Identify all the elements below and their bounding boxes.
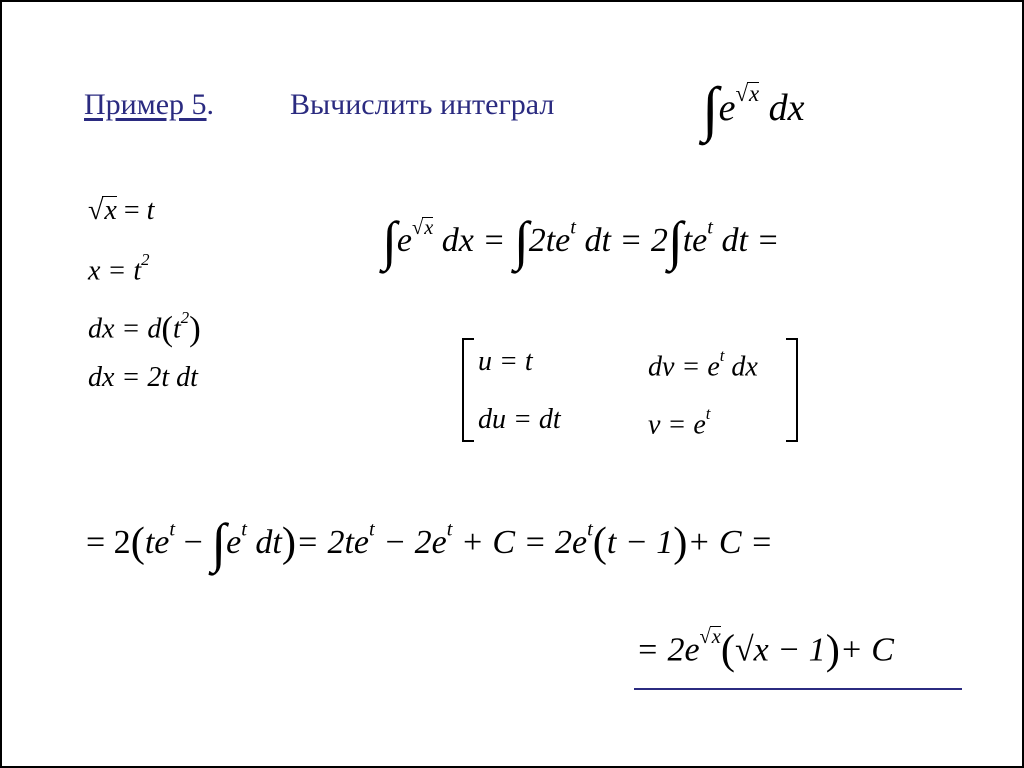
differential: dx [768, 86, 805, 129]
matrix-r2c2-exp: t [705, 404, 711, 423]
main-integral-chain: $\int e^{√x}$ dx = $\int 2te^t$ dt = $2\int te^t$ dt = [382, 211, 780, 271]
title-task-text: Вычислить интеграл [290, 88, 555, 121]
result-underline [634, 688, 962, 690]
substitution-line-3: dx = $d(t^2)$ [88, 308, 201, 349]
subst-3-lhs: dx = d [88, 313, 162, 345]
matrix-r2c1: du = dt [478, 404, 561, 435]
l3-d: e [226, 523, 242, 561]
result-a: = 2e [636, 631, 700, 669]
chain-p5: dt = [721, 221, 780, 259]
l3-j: + C = [687, 523, 774, 561]
l3-b-exp: t [169, 518, 176, 541]
l3-h: + C = 2e [460, 523, 588, 561]
matrix-r1c2-exp: t [719, 346, 725, 365]
l3-c: − [183, 523, 203, 561]
subst-2-exp: 2 [141, 250, 150, 269]
matrix-r2c2 [648, 406, 710, 439]
final-result: = $2e^{√x}(√x - 1)+ C$ [636, 626, 894, 674]
substitution-line-1: √x = t [88, 195, 155, 226]
chain-p2: 2te [528, 221, 571, 259]
chain-p3: dt = 2 [584, 221, 668, 259]
result-radicand: x [711, 626, 721, 648]
matrix-r1c2-b: dx [731, 351, 758, 383]
l3-b: te [144, 523, 170, 561]
matrix-r1c2-a: dv = e [648, 351, 720, 383]
matrix-left-bracket [462, 338, 474, 442]
l3-i: t − 1 [606, 523, 674, 561]
chain-base: e [396, 221, 412, 259]
exp-base: e [718, 86, 736, 129]
subst-2-text: x = t [88, 255, 142, 287]
result-tail: + C [839, 631, 894, 669]
matrix-right-bracket [786, 338, 798, 442]
slide-title [84, 90, 214, 120]
l3-e: dt [255, 523, 282, 561]
l3-h-exp: t [587, 518, 593, 541]
result-inner: x − 1 [753, 631, 826, 669]
l3-g: − 2e [383, 523, 447, 561]
chain-p1: dx = [441, 221, 506, 259]
chain-p4-exp: t [707, 216, 713, 239]
example-number: Пример 5 [84, 88, 207, 121]
chain-p4: te [682, 221, 708, 259]
l3-g-exp: t [446, 518, 453, 541]
matrix-r2c2-a: v = e [648, 409, 706, 441]
l3-a: = 2 [86, 523, 131, 561]
substitution-line-2 [88, 252, 150, 285]
title-separator: . [206, 88, 215, 121]
substitution-line-4: dx = 2t dt [88, 362, 198, 393]
matrix-r1c2 [648, 348, 758, 381]
subst-3-inner: t [172, 313, 181, 345]
l3-f: = 2te [296, 523, 370, 561]
integration-by-parts-line: = $2(te^t - \int e^t$ $dt)= 2te^t - 2e^t + C = 2e^t(t - 1)+ C$ = [86, 513, 774, 573]
integral-sign-icon: ∫ [702, 76, 719, 143]
radicand: x [749, 80, 760, 106]
integral-sign-icon: ∫ [382, 211, 397, 271]
chain-p2-exp: t [570, 216, 576, 239]
chain-radicand: x [424, 216, 434, 239]
title-integral: $\int e^{√x}$ dx [702, 76, 805, 143]
l3-d-exp: t [241, 518, 247, 541]
subst-3-exp: 2 [180, 308, 190, 327]
l3-f-exp: t [369, 518, 375, 541]
matrix-r1c1: u = t [478, 346, 533, 377]
